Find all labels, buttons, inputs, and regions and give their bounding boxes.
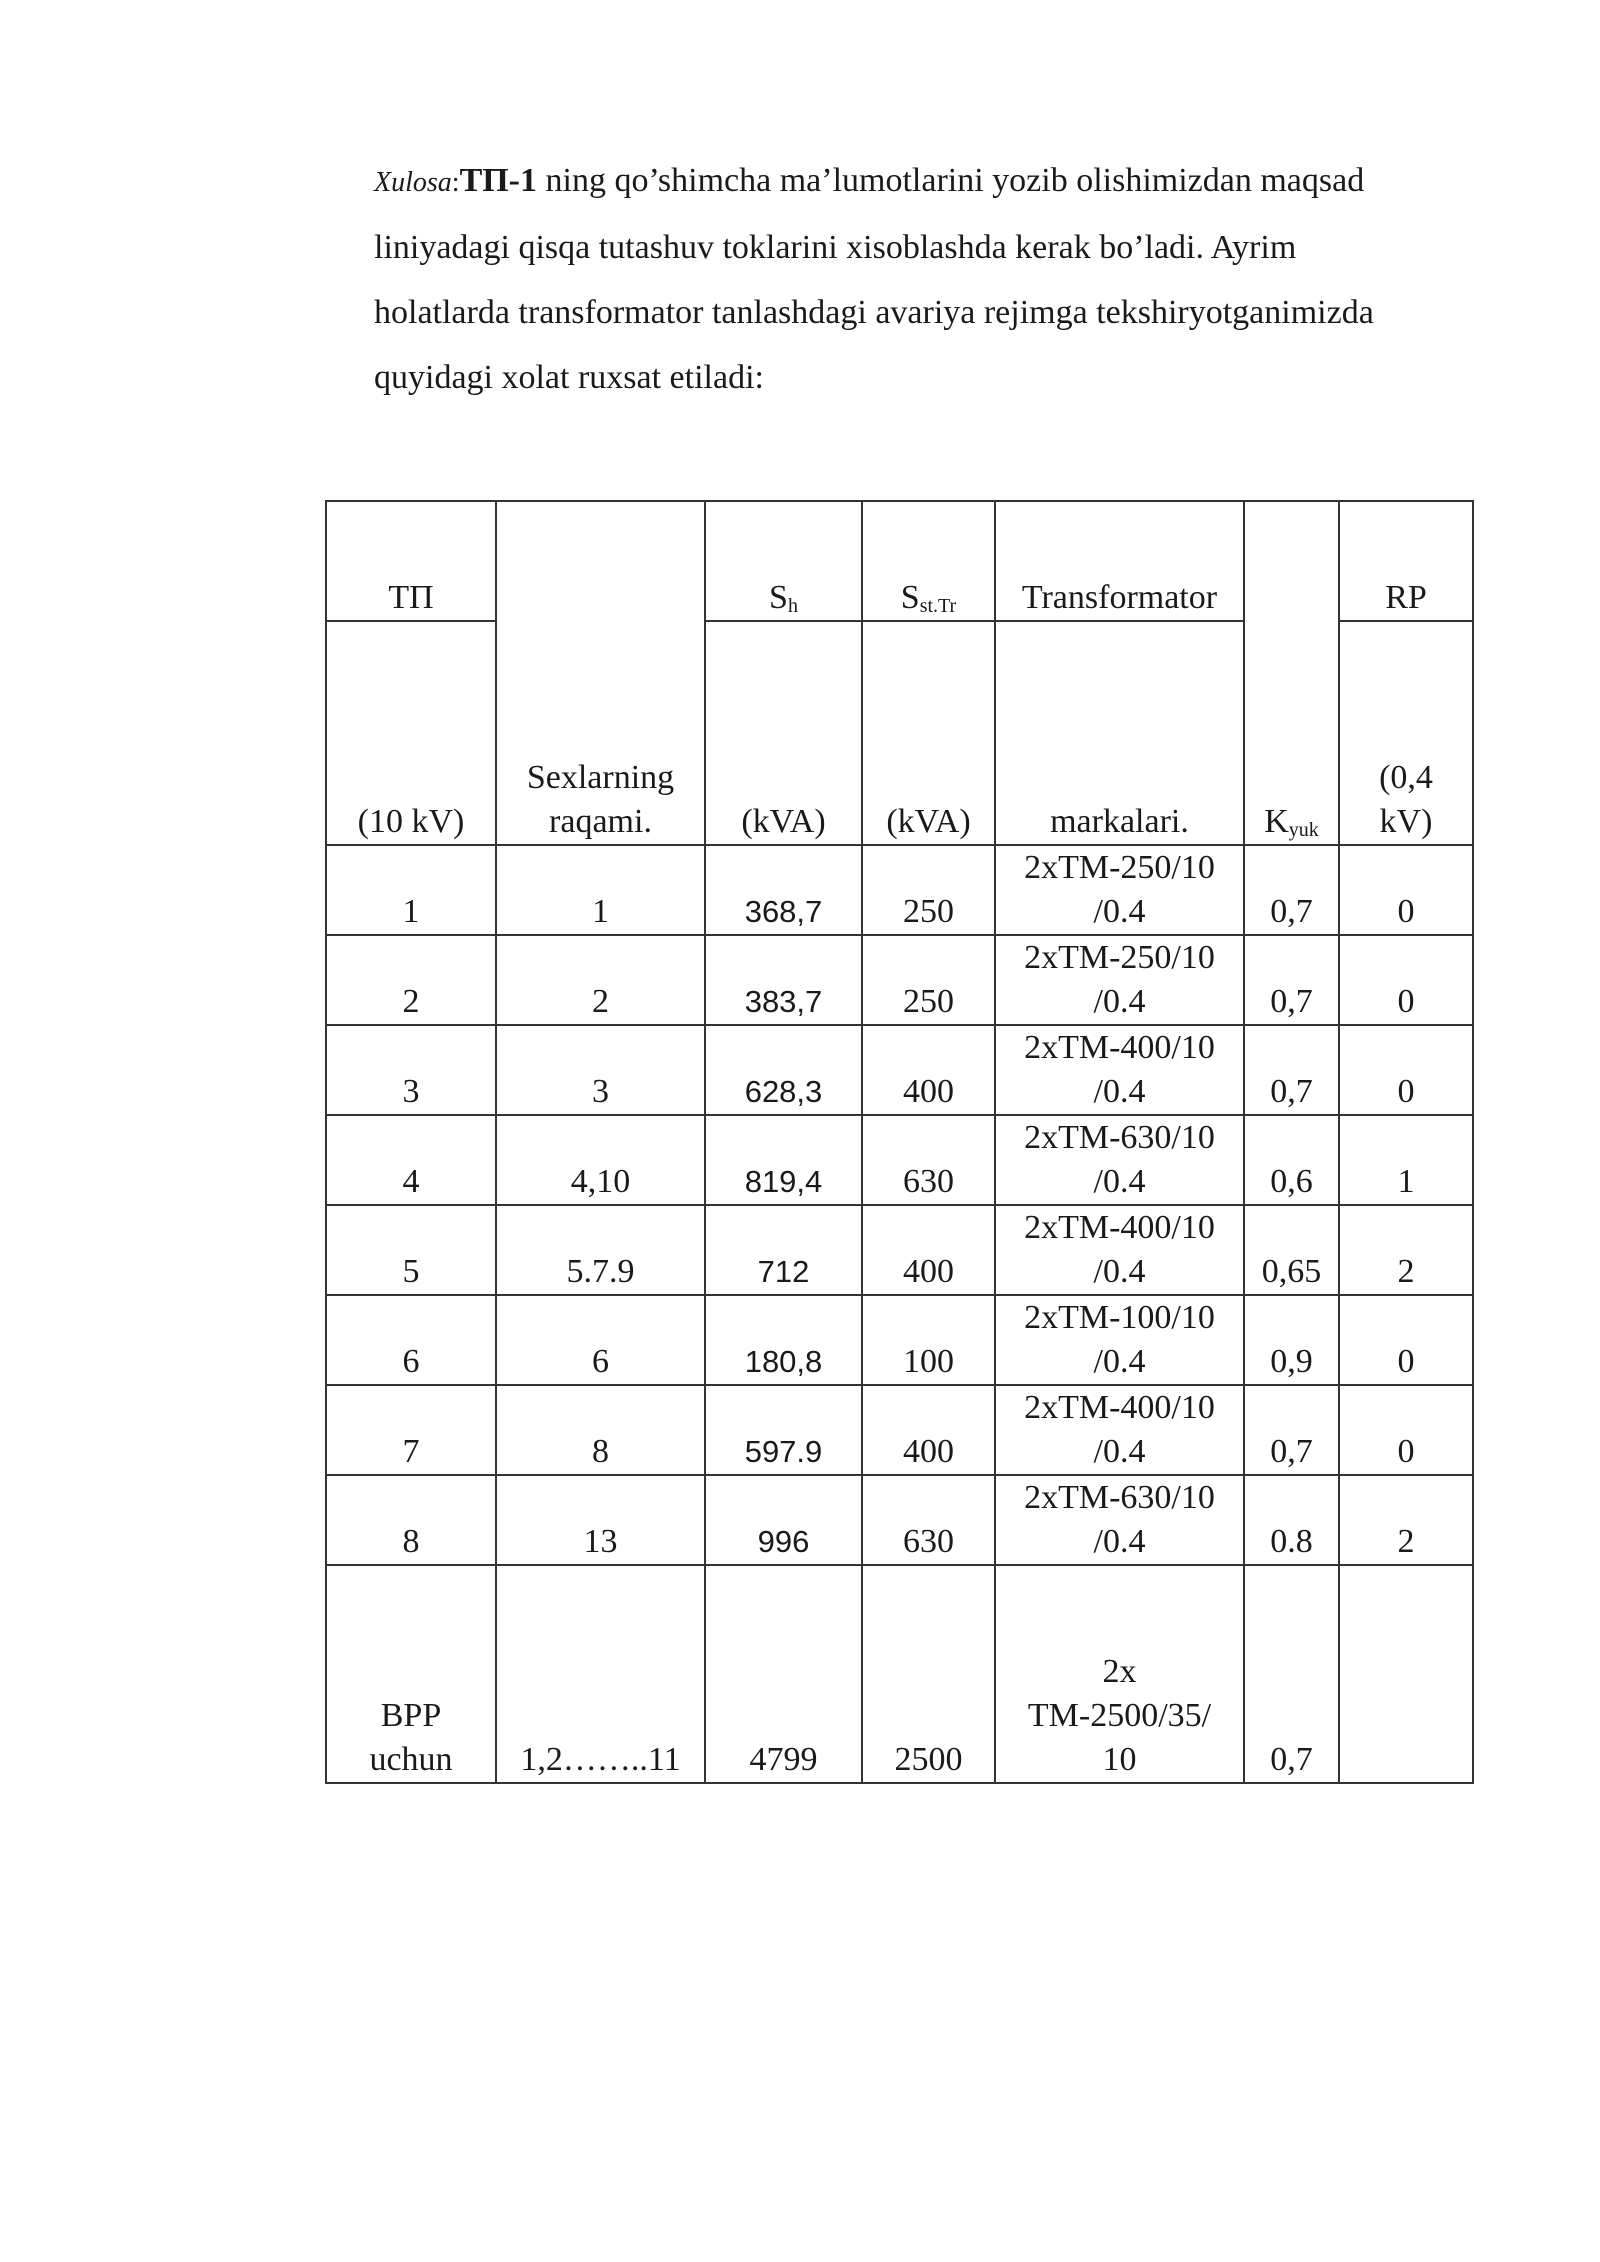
header-rp-unit: (0,4 kV) bbox=[1339, 621, 1473, 845]
paragraph-line-2: liniyadagi qisqa tutashuv toklarini xisoblashda kerak bo’ladi. Ayrim bbox=[374, 229, 1297, 266]
cell-tp: 8 bbox=[326, 1475, 496, 1565]
cell-sh: 996 bbox=[705, 1475, 862, 1565]
table-row bbox=[326, 935, 1473, 1025]
cell-tp: 6 bbox=[326, 1295, 496, 1385]
cell-k: 0,7 bbox=[1244, 935, 1339, 1025]
cell-k: 0,7 bbox=[1244, 845, 1339, 935]
cell-transformator: 2x TM-2500/35/ 10 bbox=[995, 1565, 1244, 1783]
cell-k: 0,6 bbox=[1244, 1115, 1339, 1205]
cell-tp: 2 bbox=[326, 935, 496, 1025]
cell-sst: 400 bbox=[862, 1385, 995, 1475]
label-colon: : bbox=[451, 167, 460, 198]
header-rp: RP bbox=[1339, 501, 1473, 621]
cell-sh: 383,7 bbox=[705, 935, 862, 1025]
tp-reference: ТП-1 bbox=[459, 162, 538, 199]
cell-sex: 5.7.9 bbox=[496, 1205, 705, 1295]
cell-sst: 630 bbox=[862, 1115, 995, 1205]
table-row bbox=[326, 1475, 1473, 1565]
cell-sh: 4799 bbox=[705, 1565, 862, 1783]
cell-sh: 819,4 bbox=[705, 1115, 862, 1205]
header-sh: $S_h$ bbox=[705, 501, 862, 621]
conclusion-paragraph bbox=[374, 148, 1494, 410]
cell-rp: 0 bbox=[1339, 1025, 1473, 1115]
cell-sh: 368,7 bbox=[705, 845, 862, 935]
cell-sex: 6 bbox=[496, 1295, 705, 1385]
cell-k: 0,65 bbox=[1244, 1205, 1339, 1295]
cell-sst: 400 bbox=[862, 1205, 995, 1295]
cell-rp: 0 bbox=[1339, 845, 1473, 935]
cell-tp: BPP uchun bbox=[326, 1565, 496, 1783]
cell-rp: 2 bbox=[1339, 1475, 1473, 1565]
cell-transformator: 2xTM-250/10 /0.4 bbox=[995, 935, 1244, 1025]
conclusion-label: Xulosa bbox=[374, 167, 452, 198]
cell-tp: 3 bbox=[326, 1025, 496, 1115]
table-row bbox=[326, 1205, 1473, 1295]
cell-rp bbox=[1339, 1565, 1473, 1783]
cell-transformator: 2xTM-250/10 /0.4 bbox=[995, 845, 1244, 935]
cell-sst: 630 bbox=[862, 1475, 995, 1565]
cell-transformator: 2xTM-400/10 /0.4 bbox=[995, 1385, 1244, 1475]
table-row bbox=[326, 845, 1473, 935]
table-row-bpp bbox=[326, 1565, 1473, 1783]
header-sst-unit: (kVA) bbox=[862, 621, 995, 845]
cell-sex: 3 bbox=[496, 1025, 705, 1115]
cell-sex: 13 bbox=[496, 1475, 705, 1565]
header-sex: Sexlarning raqami. bbox=[496, 501, 705, 845]
cell-tp: 7 bbox=[326, 1385, 496, 1475]
cell-k: 0,7 bbox=[1244, 1025, 1339, 1115]
cell-sex: 1 bbox=[496, 845, 705, 935]
cell-sst: 250 bbox=[862, 935, 995, 1025]
paragraph-line-4: quyidagi xolat ruxsat etiladi: bbox=[374, 359, 764, 396]
cell-k: 0,9 bbox=[1244, 1295, 1339, 1385]
cell-transformator: 2xTM-400/10 /0.4 bbox=[995, 1025, 1244, 1115]
substation-table bbox=[325, 500, 1474, 1784]
cell-tp: 5 bbox=[326, 1205, 496, 1295]
table-row bbox=[326, 1115, 1473, 1205]
cell-rp: 2 bbox=[1339, 1205, 1473, 1295]
header-k: $K_{yuk}$ bbox=[1244, 501, 1339, 845]
cell-sex: 8 bbox=[496, 1385, 705, 1475]
cell-sst: 100 bbox=[862, 1295, 995, 1385]
cell-sh: 628,3 bbox=[705, 1025, 862, 1115]
cell-sex: 4,10 bbox=[496, 1115, 705, 1205]
line-1-rest: ning qo’shimcha ma’lumotlarini yozib olishimizdan maqsad bbox=[537, 162, 1365, 199]
cell-k: 0.8 bbox=[1244, 1475, 1339, 1565]
cell-transformator: 2xTM-630/10 /0.4 bbox=[995, 1475, 1244, 1565]
header-transformator: Transformator bbox=[995, 501, 1244, 621]
cell-rp: 0 bbox=[1339, 1385, 1473, 1475]
cell-sh: 180,8 bbox=[705, 1295, 862, 1385]
cell-sh: 712 bbox=[705, 1205, 862, 1295]
cell-sst: 400 bbox=[862, 1025, 995, 1115]
paragraph-line-3: holatlarda transformator tanlashdagi avariya rejimga tekshiryotganimizda bbox=[374, 294, 1374, 331]
paragraph-line-1 bbox=[374, 148, 1494, 215]
cell-transformator: 2xTM-400/10 /0.4 bbox=[995, 1205, 1244, 1295]
cell-sst: 2500 bbox=[862, 1565, 995, 1783]
cell-sh: 597.9 bbox=[705, 1385, 862, 1475]
header-row-1 bbox=[326, 501, 1473, 621]
table-row bbox=[326, 1025, 1473, 1115]
header-tp-unit: (10 kV) bbox=[326, 621, 496, 845]
cell-sex: 1,2……..11 bbox=[496, 1565, 705, 1783]
cell-k: 0,7 bbox=[1244, 1565, 1339, 1783]
header-sh-unit: (kVA) bbox=[705, 621, 862, 845]
header-sst: $S_{st.Tr}$ bbox=[862, 501, 995, 621]
table-row bbox=[326, 1295, 1473, 1385]
cell-transformator: 2xTM-100/10 /0.4 bbox=[995, 1295, 1244, 1385]
cell-rp: 0 bbox=[1339, 1295, 1473, 1385]
cell-tp: 1 bbox=[326, 845, 496, 935]
cell-rp: 0 bbox=[1339, 935, 1473, 1025]
cell-k: 0,7 bbox=[1244, 1385, 1339, 1475]
cell-rp: 1 bbox=[1339, 1115, 1473, 1205]
cell-sex: 2 bbox=[496, 935, 705, 1025]
cell-transformator: 2xTM-630/10 /0.4 bbox=[995, 1115, 1244, 1205]
header-transformator-unit: markalari. bbox=[995, 621, 1244, 845]
header-tp: ТП bbox=[326, 501, 496, 621]
cell-tp: 4 bbox=[326, 1115, 496, 1205]
cell-sst: 250 bbox=[862, 845, 995, 935]
table-row bbox=[326, 1385, 1473, 1475]
